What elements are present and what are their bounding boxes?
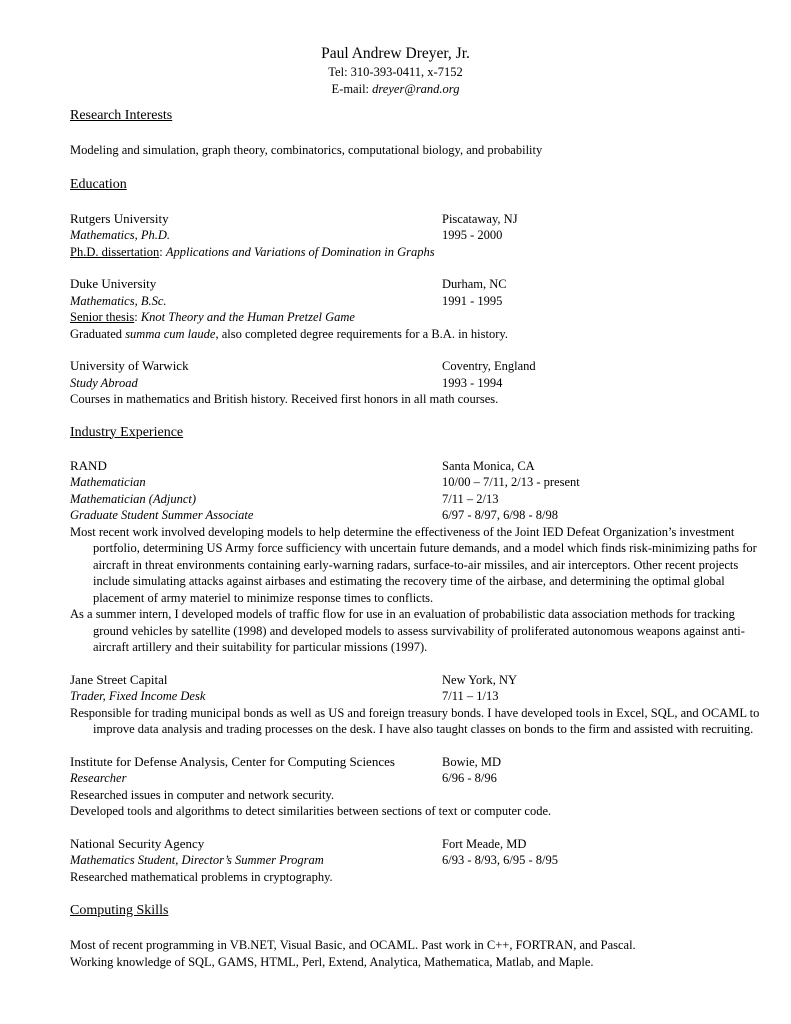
role-title: Graduate Student Summer Associate [70,508,254,522]
dates: 1991 - 1995 [442,293,503,308]
dissertation-separator: : [159,244,166,259]
ida-description-line-1: Researched issues in computer and network security. [70,787,335,802]
program: Study Abroad [70,375,138,390]
thesis-label: Senior thesis [70,310,135,324]
experience-entry-rand [70,458,760,656]
email-label: E-mail: [331,82,373,96]
school-name: University of Warwick [70,358,189,373]
experience-entry-nsa [70,836,760,886]
ida-description-line-2: Developed tools and algorithms to detect similarities between sections of text or computer code. [70,804,552,818]
org-location: New York, NY [442,672,518,687]
org-location: Santa Monica, CA [442,458,535,473]
role-title: Trader, Fixed Income Desk [70,689,206,703]
graduation-post: , also completed degree requirements for a B.A. in history. [215,326,508,341]
org-name: RAND [70,457,107,473]
warwick-note: Courses in mathematics and British history. Received first honors in all math courses. [70,392,499,406]
role-title: Mathematician (Adjunct) [70,491,197,506]
role-dates: 6/96 - 8/96 [442,771,497,785]
role-dates: 10/00 – 7/11, 2/13 - present [442,475,580,489]
skills-line-2: Working knowledge of SQL, GAMS, HTML, Perl, Extend, Analytica, Mathematica, Matlab, and Maple. [70,954,594,969]
nsa-description: Researched mathematical problems in cryptography. [70,869,333,884]
thesis-separator: : [134,310,141,324]
school-location: Coventry, England [442,359,536,373]
education-entry-warwick [70,358,760,408]
computing-skills-heading: Computing Skills [70,903,169,918]
role-title: Mathematician [70,475,146,489]
role-dates: 7/11 – 2/13 [442,491,499,506]
skills-line-1: Most of recent programming in VB.NET, Visual Basic, and OCAML. Past work in C++, FORTRAN, and Pascal. [70,938,636,952]
thesis-line [70,309,355,326]
dates: 1993 - 1994 [442,375,503,390]
education-entry-duke [70,276,760,342]
role-dates: 7/11 – 1/13 [442,689,499,703]
experience-entry-ida [70,754,760,820]
graduation-honor: summa cum laude [125,326,216,341]
dates: 1995 - 2000 [442,228,503,242]
school-location: Durham, NC [442,277,507,291]
org-location: Fort Meade, MD [442,836,527,851]
education-entry-rutgers [70,211,760,261]
school-name: Duke University [70,276,157,291]
email-line [70,81,721,98]
research-interests-heading: Research Interests [70,108,173,123]
candidate-name: Paul Andrew Dreyer, Jr. [321,45,470,62]
rand-description-intern: As a summer intern, I developed models of traffic flow for use in an evaluation of probabilistic data association methods for tracking ground vehicles by satellite (1998) and developed models to assess survivability of proliferated autonomous weapons against anti-aircraft artillery and their suitability for particular missions (1997). [70,607,745,654]
research-interests-text: Modeling and simulation, graph theory, combinatorics, computational biology, and probability [70,143,543,157]
email-link[interactable]: dreyer@rand.org [372,82,460,96]
role-title: Researcher [70,771,127,785]
role-title: Mathematics Student, Director’s Summer Program [70,853,324,867]
org-name: Institute for Defense Analysis, Center for Computing Sciences [70,753,395,769]
graduation-note [70,326,508,343]
school-name: Rutgers University [70,210,169,226]
role-dates: 6/97 - 8/97, 6/98 - 8/98 [442,508,558,522]
education-heading: Education [70,176,127,192]
graduation-pre: Graduated [70,326,126,341]
org-location: Bowie, MD [442,754,502,769]
degree: Mathematics, Ph.D. [70,228,170,242]
school-location: Piscataway, NJ [442,211,518,226]
thesis-title: Knot Theory and the Human Pretzel Game [140,310,355,324]
resume-page [70,44,760,970]
experience-entry-jane-street [70,672,760,738]
dissertation-label: Ph.D. dissertation [70,244,160,259]
dissertation-title: Applications and Variations of Domination in Graphs [165,244,435,259]
industry-experience-heading: Industry Experience [70,424,184,440]
org-name: National Security Agency [70,835,205,851]
resume-header [70,44,721,98]
jane-street-description: Responsible for trading municipal bonds as well as US and foreign treasury bonds. I have developed tools in Excel, SQL, and OCAML to improve data analysis and trading processes on the desk. I have also taught classes on bonds to the firm and assisted with recruiting. [70,705,760,736]
role-dates: 6/93 - 8/93, 6/95 - 8/95 [442,853,558,867]
dissertation-line [70,244,435,261]
phone-line: Tel: 310-393-0411, x-7152 [328,65,463,79]
degree: Mathematics, B.Sc. [70,293,167,308]
rand-description-recent: Most recent work involved developing models to help determine the effectiveness of the Joint IED Defeat Organization’s investment portfolio, determining US Army force sufficiency with uncertain future demands, and a model which finds risk-minimizing paths for aircraft in threat environments containing early-warning radars, surface-to-air missiles, and air interceptors. Other recent projects include simulating attacks against airbases and estimating the recovery time of the airbase, and determining the optimal global placement of army materiel to minimize response times to conflicts. [70,524,757,605]
org-name: Jane Street Capital [70,671,168,687]
